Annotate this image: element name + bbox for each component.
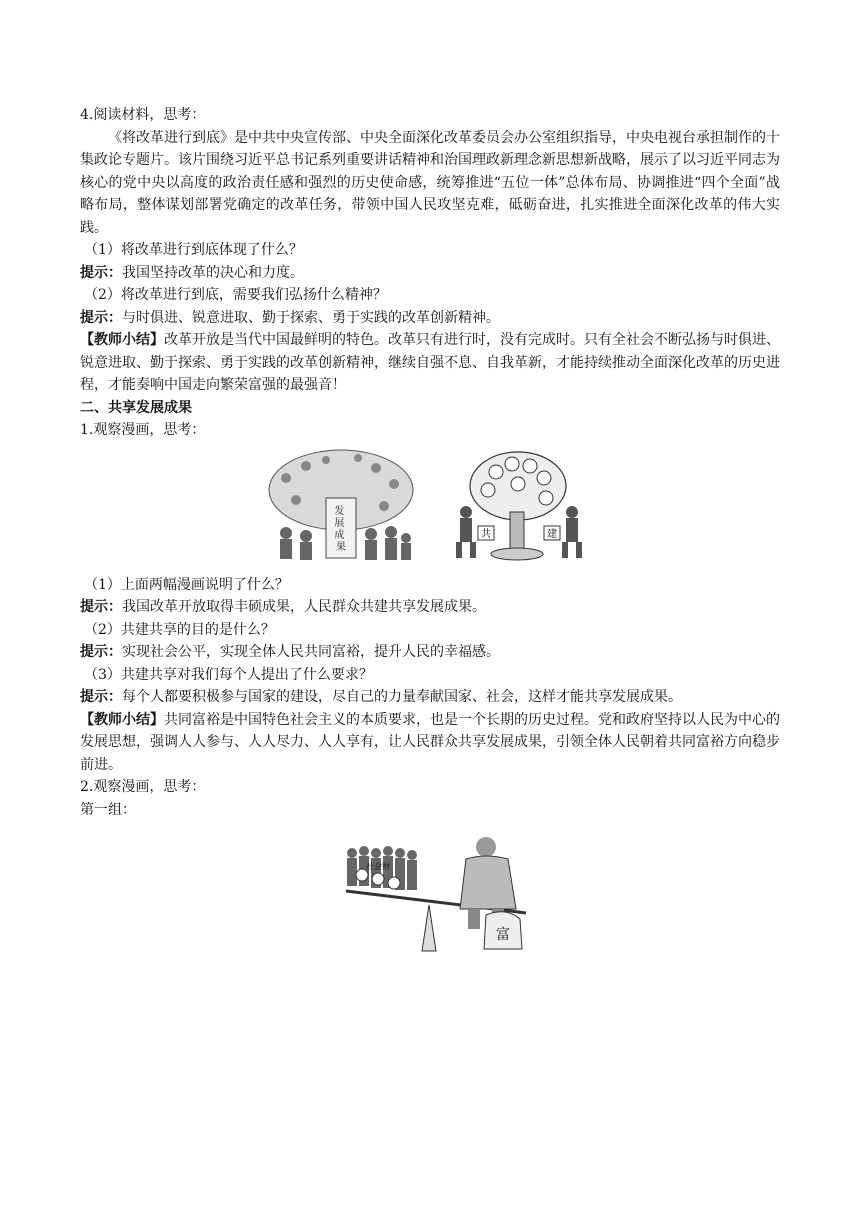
char-3: 成 [334, 529, 345, 541]
question-4-1: （1）将改革进行到底体现了什么？ [84, 242, 303, 258]
answer-text: 实现社会公平，实现全体人民共同富裕，提升人民的幸福感。 [122, 644, 500, 660]
summary-label: 【教师小结】 [80, 711, 164, 728]
section4-material: 《将改革进行到底》是中共中央宣传部、中央全面深化改革委员会办公室组织指导，中央电视台承担制作的十集政论专题片。该片围绕习近平总书记系列重要讲话精神和治国理政新理念新思想新战略，展示了以习近平同志为核心的党中央以高度的政治责任感和强烈的历史使命感，统筹推进“五位一体”总体布局、协调推进“四个全面”战略布局，整体谋划部署党确定的改革任务，带领中国人民攻坚克难，砥砺奋进，扎实推进全面深化改革的伟大实践。 [80, 129, 780, 236]
question-1-2: （2）共建共享的目的是什么？ [84, 621, 275, 638]
summary-text: 共同富裕是中国特色社会主义的本质要求，也是一个长期的历史过程。党和政府坚持以人民为中心的发展思想，强调人人参与、人人尽力、人人享有，让人民群众共享发展成果，引领全体人民朝着共同富裕方向稳步前进。 [80, 711, 780, 773]
question-4-2: （2）将改革进行到底，需要我们弘扬什么精神？ [84, 287, 387, 303]
label-jian: 建 [547, 528, 557, 540]
label-gong: 共 [481, 528, 491, 540]
char-2: 展 [334, 517, 345, 529]
char-1: 发 [334, 505, 345, 517]
answer-4-1 [80, 262, 780, 285]
hint-label: 提示： [80, 264, 122, 281]
hint-label: 提示： [80, 689, 122, 705]
cartoon-seesaw-wealth-gap-image [336, 833, 536, 953]
char-4: 果 [336, 541, 346, 553]
teacher-summary-1 [80, 329, 780, 397]
hint-label: 提示： [80, 644, 122, 660]
answer-1-1 [80, 596, 780, 619]
money-bag-text: 富 [496, 927, 510, 943]
question-1-1: （1）上面两幅漫画说明了什么？ [84, 576, 289, 593]
answer-4-2 [80, 307, 780, 330]
answer-1-3 [80, 686, 780, 709]
cartoon-tree-co-build-image [446, 448, 596, 566]
question-1-3: （3）共建共享对我们每个人提出了什么要求？ [84, 666, 373, 683]
cartoon-tree-development-image [266, 448, 416, 566]
hint-label: 提示： [80, 599, 122, 615]
teacher-summary-2 [80, 709, 780, 777]
cartoon3-left-text: 社会财 [366, 862, 390, 871]
s1-heading: 1.观察漫画，思考： [80, 422, 206, 438]
answer-text: 我国坚持改革的决心和力度。 [122, 264, 304, 281]
hint-label: 提示： [80, 309, 122, 326]
summary-text: 改革开放是当代中国最鲜明的特色。改革只有进行时，没有完成时。只有全社会不断弘扬与时俱进、锐意进取、勤于探索、勇于实践的改革创新精神，继续自强不息、自我革新，才能持续推动全面深化改革的历史进程，才能奏响中国走向繁荣富强的最强音！ [80, 332, 780, 393]
answer-text: 我国改革开放取得丰硕成果，人民群众共建共享发展成果。 [122, 599, 486, 615]
summary-label: 【教师小结】 [80, 332, 164, 348]
answer-text: 与时俱进、锐意进取、勤于探索、勇于实践的改革创新精神。 [122, 309, 500, 326]
cartoon-row-2 [80, 825, 780, 965]
section4-heading: 4.阅读材料，思考： [80, 107, 206, 123]
answer-1-2 [80, 641, 780, 664]
group1-label: 第一组： [80, 801, 136, 818]
part2-heading: 二、共享发展成果 [80, 399, 192, 416]
document-page [80, 104, 780, 969]
cartoon-row-1 [80, 448, 780, 566]
s2-heading: 2.观察漫画，思考： [80, 779, 206, 795]
answer-text: 每个人都要积极参与国家的建设，尽自己的力量奉献国家、社会，这样才能共享发展成果。 [122, 689, 682, 705]
cartoon-tree-text [334, 504, 347, 553]
